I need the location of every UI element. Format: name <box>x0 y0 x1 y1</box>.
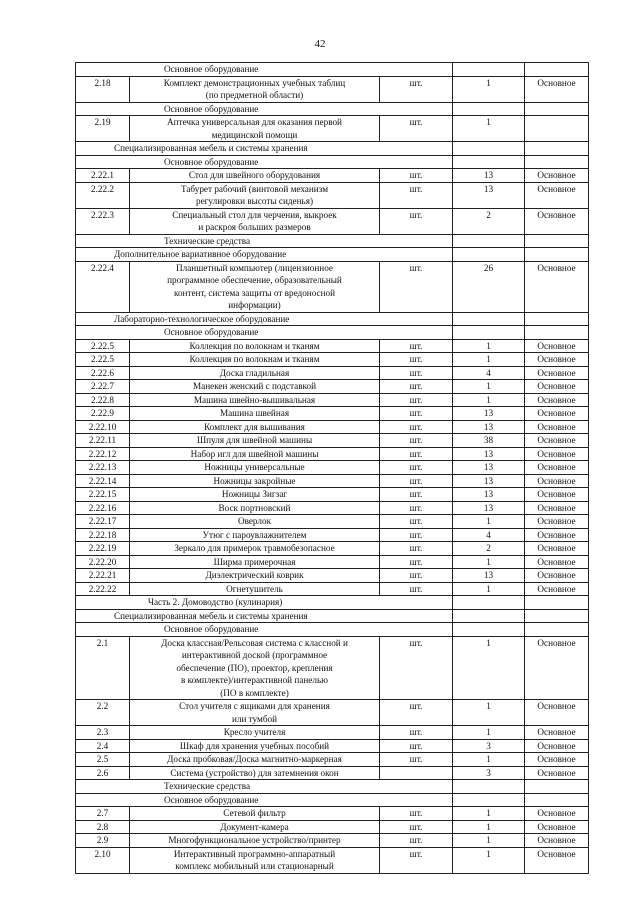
item-quantity: 13 <box>453 488 525 502</box>
item-status: Основное <box>525 208 589 234</box>
item-number: 2.22.14 <box>76 474 130 488</box>
item-quantity: 4 <box>453 528 525 542</box>
section-row <box>76 326 589 340</box>
item-number: 2.2 <box>76 700 130 726</box>
item-quantity: 38 <box>453 434 525 448</box>
item-quantity: 1 <box>453 339 525 353</box>
section-row <box>76 102 589 116</box>
item-unit <box>380 766 453 780</box>
item-quantity: 13 <box>453 169 525 183</box>
item-status: Основное <box>525 380 589 394</box>
qty-cell <box>453 780 525 794</box>
item-number: 2.1 <box>76 636 130 700</box>
status-cell <box>525 312 589 326</box>
section-heading: Основное оборудование <box>76 63 453 77</box>
table-row <box>76 393 589 407</box>
table-row <box>76 474 589 488</box>
table-row <box>76 847 589 873</box>
item-quantity: 3 <box>453 766 525 780</box>
item-quantity: 1 <box>453 753 525 767</box>
item-number: 2.22.20 <box>76 555 130 569</box>
item-status: Основное <box>525 488 589 502</box>
item-unit: шт. <box>380 739 453 753</box>
item-number: 2.22.13 <box>76 461 130 475</box>
section-row <box>76 63 589 77</box>
item-name: Ножницы закройные <box>130 474 380 488</box>
item-unit: шт. <box>380 434 453 448</box>
table-row <box>76 739 589 753</box>
item-status: Основное <box>525 807 589 821</box>
section-heading: Дополнительное вариативное оборудование <box>76 248 453 262</box>
item-name: Машина швейно-вышивальная <box>130 393 380 407</box>
item-name: Воск портновский <box>130 501 380 515</box>
qty-cell <box>453 155 525 169</box>
item-unit: шт. <box>380 380 453 394</box>
item-status: Основное <box>525 542 589 556</box>
section-heading: Основное оборудование <box>76 102 453 116</box>
item-name: Манекен женский с подставкой <box>130 380 380 394</box>
item-status: Основное <box>525 461 589 475</box>
section-heading: Технические средства <box>76 234 453 248</box>
qty-cell <box>453 63 525 77</box>
item-status: Основное <box>525 447 589 461</box>
table-row <box>76 820 589 834</box>
item-number: 2.22.22 <box>76 582 130 596</box>
table-row <box>76 434 589 448</box>
status-cell <box>525 596 589 610</box>
item-status: Основное <box>525 726 589 740</box>
item-number: 2.7 <box>76 807 130 821</box>
item-name: Утюг с пароувлажнителем <box>130 528 380 542</box>
section-heading: Основное оборудование <box>76 793 453 807</box>
item-name: Машина швейная <box>130 407 380 421</box>
item-name: Сетевой фильтр <box>130 807 380 821</box>
section-heading: Основное оборудование <box>76 326 453 340</box>
item-name: Табурет рабочий (винтовой механизм регулировки высоты сиденья) <box>130 182 380 208</box>
item-name: Доска классная/Рельсовая система с классной и интерактивной доской (программное обеспечение (ПО), проектор, крепления в комплекте)/интерактивной панелью (ПО в комплекте) <box>130 636 380 700</box>
item-name: Ширма примерочная <box>130 555 380 569</box>
item-number: 2.9 <box>76 834 130 848</box>
item-unit: шт. <box>380 393 453 407</box>
item-quantity: 13 <box>453 182 525 208</box>
item-number: 2.22.18 <box>76 528 130 542</box>
item-number: 2.22.15 <box>76 488 130 502</box>
table-row <box>76 208 589 234</box>
table-row <box>76 515 589 529</box>
item-unit: шт. <box>380 447 453 461</box>
item-number: 2.22.5 <box>76 339 130 353</box>
status-cell <box>525 793 589 807</box>
item-number: 2.22.8 <box>76 393 130 407</box>
table-row <box>76 420 589 434</box>
item-quantity: 1 <box>453 353 525 367</box>
table-row <box>76 636 589 700</box>
item-status: Основное <box>525 169 589 183</box>
item-status: Основное <box>525 76 589 102</box>
item-number: 2.22.7 <box>76 380 130 394</box>
item-unit: шт. <box>380 582 453 596</box>
qty-cell <box>453 102 525 116</box>
item-quantity: 1 <box>453 700 525 726</box>
item-number: 2.22.4 <box>76 261 130 312</box>
item-quantity: 1 <box>453 834 525 848</box>
item-unit: шт. <box>380 847 453 873</box>
item-unit: шт. <box>380 76 453 102</box>
item-unit: шт. <box>380 515 453 529</box>
status-cell <box>525 155 589 169</box>
item-number: 2.22.21 <box>76 569 130 583</box>
section-row <box>76 248 589 262</box>
table-row <box>76 366 589 380</box>
table-row <box>76 501 589 515</box>
qty-cell <box>453 596 525 610</box>
item-quantity: 1 <box>453 582 525 596</box>
status-cell <box>525 248 589 262</box>
table-row <box>76 766 589 780</box>
section-row <box>76 780 589 794</box>
item-unit: шт. <box>380 420 453 434</box>
item-name: Ножницы Зигзаг <box>130 488 380 502</box>
item-status: Основное <box>525 834 589 848</box>
item-name: Коллекция по волокнам и тканям <box>130 339 380 353</box>
item-status: Основное <box>525 582 589 596</box>
item-name: Интерактивный программно-аппаратный комплекс мобильный или стационарный <box>130 847 380 873</box>
section-row <box>76 623 589 637</box>
item-name: Шкаф для хранения учебных пособий <box>130 739 380 753</box>
item-name: Ножницы универсальные <box>130 461 380 475</box>
item-unit: шт. <box>380 834 453 848</box>
item-number: 2.3 <box>76 726 130 740</box>
status-cell <box>525 609 589 623</box>
item-quantity: 13 <box>453 447 525 461</box>
item-quantity: 1 <box>453 76 525 102</box>
item-name: Планшетный компьютер (лицензионное программное обеспечение, образовательный контент, система защиты от вредоносной информации) <box>130 261 380 312</box>
table-row <box>76 447 589 461</box>
item-quantity: 4 <box>453 366 525 380</box>
item-number: 2.22.10 <box>76 420 130 434</box>
item-name: Оверлок <box>130 515 380 529</box>
item-number: 2.22.19 <box>76 542 130 556</box>
item-unit: шт. <box>380 501 453 515</box>
table-row <box>76 169 589 183</box>
table-row <box>76 700 589 726</box>
item-name: Документ-камера <box>130 820 380 834</box>
item-status: Основное <box>525 407 589 421</box>
table-row <box>76 726 589 740</box>
table-row <box>76 380 589 394</box>
item-status: Основное <box>525 353 589 367</box>
item-unit: шт. <box>380 488 453 502</box>
item-unit: шт. <box>380 753 453 767</box>
item-name: Коллекция по волокнам и тканям <box>130 353 380 367</box>
table-row <box>76 834 589 848</box>
item-number: 2.22.5 <box>76 353 130 367</box>
item-name: Специальный стол для черчения, выкроек и раскроя больших размеров <box>130 208 380 234</box>
table-row <box>76 542 589 556</box>
item-name: Диэлектрический коврик <box>130 569 380 583</box>
item-status: Основное <box>525 847 589 873</box>
item-status: Основное <box>525 366 589 380</box>
table-row <box>76 353 589 367</box>
status-cell <box>525 63 589 77</box>
item-number: 2.22.12 <box>76 447 130 461</box>
item-quantity: 13 <box>453 407 525 421</box>
qty-cell <box>453 326 525 340</box>
page-number: 42 <box>314 38 326 50</box>
item-status: Основное <box>525 739 589 753</box>
qty-cell <box>453 793 525 807</box>
table-row <box>76 76 589 102</box>
item-status: Основное <box>525 339 589 353</box>
table-row <box>76 753 589 767</box>
qty-cell <box>453 234 525 248</box>
item-name: Набор игл для швейной машины <box>130 447 380 461</box>
item-quantity: 1 <box>453 847 525 873</box>
table-row <box>76 339 589 353</box>
item-status: Основное <box>525 501 589 515</box>
status-cell <box>525 326 589 340</box>
table-row <box>76 528 589 542</box>
item-quantity: 1 <box>453 726 525 740</box>
section-heading: Технические средства <box>76 780 453 794</box>
table-row <box>76 461 589 475</box>
qty-cell <box>453 248 525 262</box>
table-row <box>76 807 589 821</box>
item-number: 2.22.3 <box>76 208 130 234</box>
item-unit: шт. <box>380 353 453 367</box>
status-cell <box>525 102 589 116</box>
item-quantity: 13 <box>453 461 525 475</box>
item-name: Доска гладильная <box>130 366 380 380</box>
item-quantity: 13 <box>453 501 525 515</box>
table-row <box>76 116 589 142</box>
section-row <box>76 596 589 610</box>
item-unit: шт. <box>380 474 453 488</box>
item-name: Аптечка универсальная для оказания первой медицинской помощи <box>130 116 380 142</box>
section-heading: Основное оборудование <box>76 623 453 637</box>
status-cell <box>525 142 589 156</box>
item-name: Огнетушитель <box>130 582 380 596</box>
item-unit: шт. <box>380 366 453 380</box>
item-quantity: 26 <box>453 261 525 312</box>
item-status: Основное <box>525 393 589 407</box>
item-number: 2.18 <box>76 76 130 102</box>
table-row <box>76 182 589 208</box>
item-unit: шт. <box>380 569 453 583</box>
item-unit: шт. <box>380 208 453 234</box>
item-unit: шт. <box>380 700 453 726</box>
item-unit: шт. <box>380 542 453 556</box>
item-number: 2.22.16 <box>76 501 130 515</box>
table-row <box>76 407 589 421</box>
item-quantity: 1 <box>453 636 525 700</box>
item-status: Основное <box>525 555 589 569</box>
item-unit: шт. <box>380 807 453 821</box>
status-cell <box>525 780 589 794</box>
item-quantity: 3 <box>453 739 525 753</box>
status-cell <box>525 234 589 248</box>
item-unit: шт. <box>380 820 453 834</box>
item-unit: шт. <box>380 461 453 475</box>
item-number: 2.22.1 <box>76 169 130 183</box>
equipment-table <box>75 62 589 874</box>
item-status: Основное <box>525 515 589 529</box>
qty-cell <box>453 609 525 623</box>
item-status: Основное <box>525 820 589 834</box>
item-unit: шт. <box>380 182 453 208</box>
section-heading: Специализированная мебель и системы хранения <box>76 609 453 623</box>
item-status: Основное <box>525 700 589 726</box>
item-status: Основное <box>525 528 589 542</box>
table-row <box>76 261 589 312</box>
item-number: 2.10 <box>76 847 130 873</box>
item-unit: шт. <box>380 116 453 142</box>
section-row <box>76 142 589 156</box>
item-name: Шпуля для швейной машины <box>130 434 380 448</box>
item-number: 2.6 <box>76 766 130 780</box>
item-unit: шт. <box>380 555 453 569</box>
item-quantity: 13 <box>453 474 525 488</box>
section-row <box>76 609 589 623</box>
section-row <box>76 312 589 326</box>
item-number: 2.22.17 <box>76 515 130 529</box>
item-quantity: 1 <box>453 116 525 142</box>
item-status: Основное <box>525 636 589 700</box>
table-row <box>76 555 589 569</box>
item-name: Многофункциональное устройство/принтер <box>130 834 380 848</box>
item-name: Кресло учителя <box>130 726 380 740</box>
item-unit: шт. <box>380 726 453 740</box>
item-number: 2.8 <box>76 820 130 834</box>
item-quantity: 2 <box>453 208 525 234</box>
item-number: 2.22.6 <box>76 366 130 380</box>
qty-cell <box>453 312 525 326</box>
item-unit: шт. <box>380 636 453 700</box>
item-name: Стол учителя с ящиками для хранения или тумбой <box>130 700 380 726</box>
item-unit: шт. <box>380 169 453 183</box>
item-status: Основное <box>525 261 589 312</box>
section-row <box>76 793 589 807</box>
item-status: Основное <box>525 474 589 488</box>
item-status: Основное <box>525 753 589 767</box>
section-heading: Лабораторно-технологическое оборудование <box>76 312 453 326</box>
section-row <box>76 234 589 248</box>
item-number: 2.19 <box>76 116 130 142</box>
section-heading: Часть 2. Домоводство (кулинария) <box>76 596 453 610</box>
item-status <box>525 116 589 142</box>
item-unit: шт. <box>380 261 453 312</box>
item-name: Система (устройство) для затемнения окон <box>130 766 380 780</box>
item-unit: шт. <box>380 339 453 353</box>
item-number: 2.4 <box>76 739 130 753</box>
item-number: 2.22.9 <box>76 407 130 421</box>
table-row <box>76 569 589 583</box>
item-unit: шт. <box>380 407 453 421</box>
item-name: Зеркало для примерок травмобезопасное <box>130 542 380 556</box>
item-quantity: 13 <box>453 420 525 434</box>
item-status: Основное <box>525 434 589 448</box>
section-heading: Основное оборудование <box>76 155 453 169</box>
qty-cell <box>453 623 525 637</box>
item-number: 2.22.2 <box>76 182 130 208</box>
section-heading: Специализированная мебель и системы хранения <box>76 142 453 156</box>
item-status: Основное <box>525 182 589 208</box>
item-number: 2.5 <box>76 753 130 767</box>
item-name: Стол для швейного оборудования <box>130 169 380 183</box>
status-cell <box>525 623 589 637</box>
item-status: Основное <box>525 766 589 780</box>
item-name: Комплект для вышивания <box>130 420 380 434</box>
section-row <box>76 155 589 169</box>
item-unit: шт. <box>380 528 453 542</box>
item-name: Доска пробковая/Доска магнитно-маркерная <box>130 753 380 767</box>
item-quantity: 1 <box>453 820 525 834</box>
item-quantity: 1 <box>453 393 525 407</box>
item-quantity: 1 <box>453 515 525 529</box>
item-status: Основное <box>525 420 589 434</box>
item-quantity: 1 <box>453 807 525 821</box>
table-row <box>76 488 589 502</box>
item-name: Комплект демонстрационных учебных таблиц (по предметной области) <box>130 76 380 102</box>
item-number: 2.22.11 <box>76 434 130 448</box>
item-quantity: 1 <box>453 380 525 394</box>
item-quantity: 2 <box>453 542 525 556</box>
qty-cell <box>453 142 525 156</box>
table-row <box>76 582 589 596</box>
item-status: Основное <box>525 569 589 583</box>
item-quantity: 1 <box>453 555 525 569</box>
item-quantity: 13 <box>453 569 525 583</box>
